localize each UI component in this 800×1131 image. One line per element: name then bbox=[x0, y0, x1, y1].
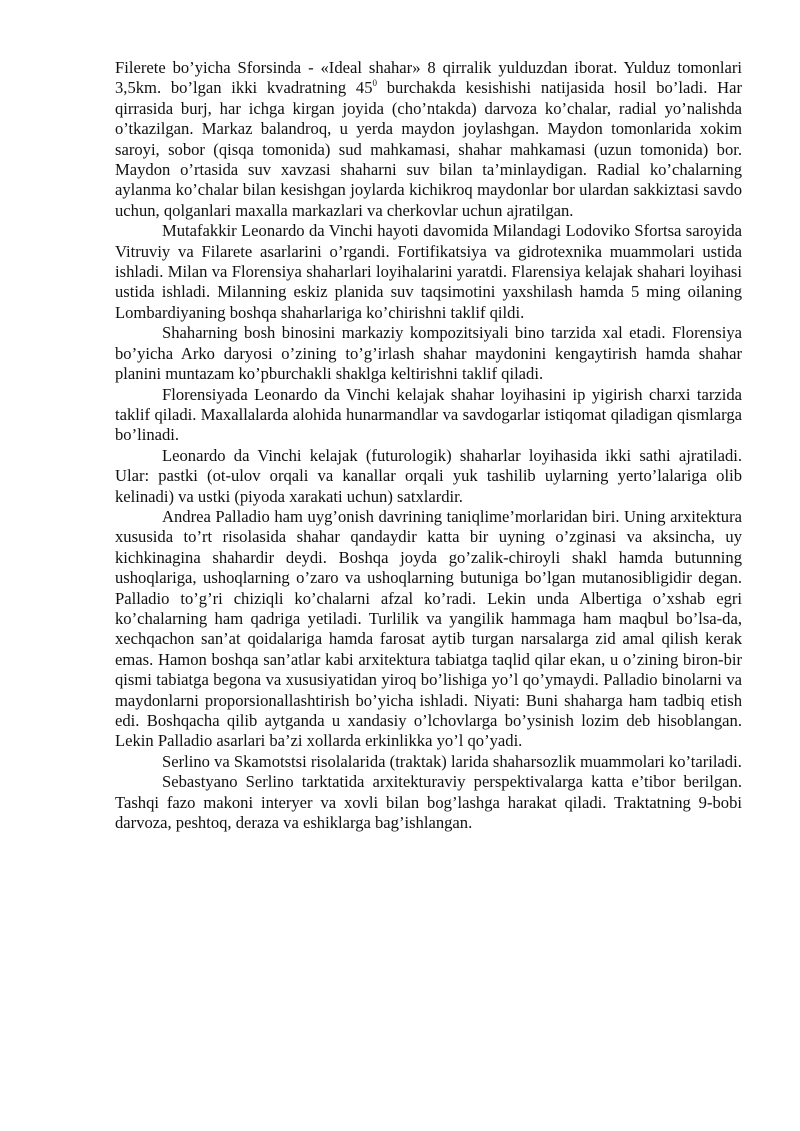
paragraph-leonardo-milan: Mutafakkir Leonardo da Vinchi hayoti davomida Milandagi Lodoviko Sfortsa saroyida Vitruviy va Filarete asarlarini o’rgandi. Fortifikatsiya va gidrotexnika muammolari ustida ishladi. Milan va Florensiya shaharlari loyihalarini yaratdi. Flarensiya kelajak shahari loyihasi ustida ishladi. Milanning eskiz planida suv taqsimotini yaxshilash hamda 5 ming oilaning Lombardiyaning boshqa shaharlariga ko’chirishni taklif qildi. bbox=[115, 221, 742, 322]
paragraph-text: Filerete bo’yicha Sforsinda - «Ideal shahar» 8 qirralik yulduzdan iborat. Yulduz tomonlari 3,5km. bo’lgan ikki kvadratning 45 bbox=[115, 58, 742, 98]
paragraph-text: burchakda kesishishi natijasida hosil bo’ladi. Har qirrasida burj, har ichga kirgan joyida (cho’ntakda) darvoza ko’chalar, radial yo’nalishda o’tkazilgan. Markaz balandroq, u yerda maydon joylashgan. Maydon tomonlarida xokim saroyi, sobor (qisqa tomonida) sud mahkamasi, shahar mahkamasi (uzun tomonida) bor. Maydon o’rtasida suv xavzasi shaharni suv bilan ta’minlaydigan. Radial ko’chalarning aylanma ko’chalar bilan kesishgan joylarda kichikroq maydonlar bor ulardan sakkiztasi savdo uchun, qolganlari maxalla markazlari va cherkovlar uchun ajratilgan. bbox=[115, 78, 743, 220]
document-page bbox=[115, 58, 742, 833]
paragraph-main-building: Shaharning bosh binosini markaziy kompozitsiyali bino tarzida xal etadi. Florensiya bo’yicha Arko daryosi o’zining to’g’irlash shahar maydonini kengaytirish hamda shahar planini muntazam ko’pburchakli shaklga keltirishni taklif qiladi. bbox=[115, 323, 742, 384]
paragraph-sforsinda bbox=[115, 58, 742, 221]
paragraph-futurological-levels: Leonardo da Vinchi kelajak (futurologik) shaharlar loyihasida ikki sathi ajratiladi. Ular: pastki (ot-ulov orqali va kanallar orqali yuk tashilib uylarning yerto’lalariga olib kelinadi) va ustki (piyoda xarakati uchun) satxlardir. bbox=[115, 445, 742, 506]
paragraph-palladio: Andrea Palladio ham uyg’onish davrining taniqlime’morlaridan biri. Uning arxitektura xususida to’rt risolasida shahar qandaydir katta bir uyning o’zginasi va aksincha, uy kichkinagina shahardir deydi. Boshqa joyda go’zalik-chiroyli shakl hamda butunning ushoqlariga, ushoqlarning o’zaro va ushoqlarning butuniga bo’lgan mutanosibligidir degan. Palladio to’g’ri chiziqli ko’chalarni afzal ko’radi. Lekin unda Albertiga o’xshab egri ko’chalarning ham qadriga yetiladi. Turlilik va yangilik hammaga ham maqbul bo’lsa-da, xechqachon san’at qoidalariga hamda farosat aytib turgan narsalarga zid amal qilish kerak emas. Hamon boshqa san’atlar kabi arxitektura tabiatga taqlid qilar ekan, u o’zining biron-bir qismi tabiatga begona va xususiyatidan yiroq bo’lishiga yo’l qo’ymaydi. Palladio binolarni va maydonlarni proporsionallashtirish bo’yicha ishladi. Niyati: Buni shaharga ham tadbiq etish edi. Boshqacha qilib aytganda u xandasiy o’lchovlarga bo’ysinish lozim deb hisoblangan. Lekin Palladio asarlari ba’zi xollarda erkinlikka yo’l qo’yadi. bbox=[115, 506, 742, 751]
paragraph-serlino-skamotstsi: Serlino va Skamotstsi risolalarida (traktak) larida shaharsozlik muammolari ko’tariladi. bbox=[162, 751, 742, 771]
paragraph-florence-future-city: Florensiyada Leonardo da Vinchi kelajak shahar loyihasini ip yigirish charxi tarzida taklif qiladi. Maxallalarda alohida hunarmandlar va savdogarlar istiqomat qiladigan qismlarga bo’linadi. bbox=[115, 384, 742, 445]
paragraph-sebastyano-serlino: Sebastyano Serlino tarktatida arxitekturaviy perspektivalarga katta e’tibor berilgan. Tashqi fazo makoni interyer va xovli bilan bog’lashga harakat qiladi. Traktatning 9-bobi darvoza, peshtoq, deraza va eshiklarga bag’ishlangan. bbox=[115, 772, 742, 833]
degree-superscript: 0 bbox=[372, 78, 377, 89]
